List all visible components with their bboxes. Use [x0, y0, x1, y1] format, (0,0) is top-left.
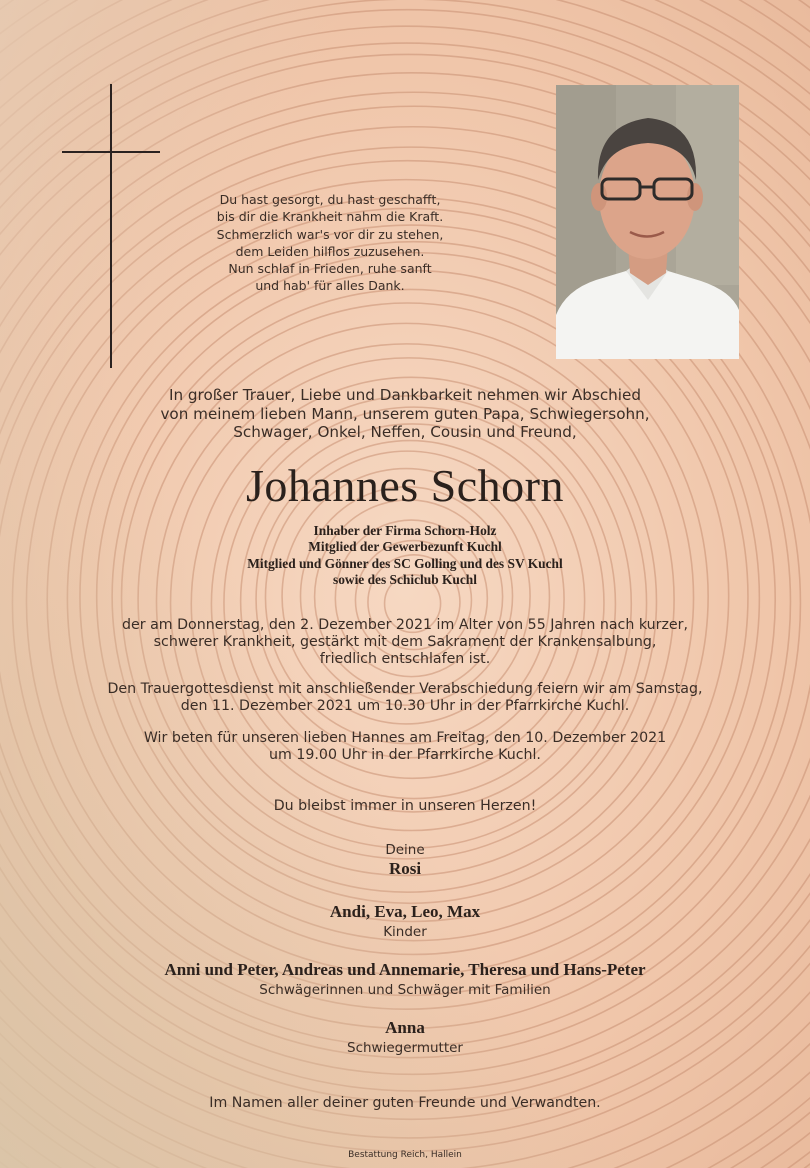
role-line: Mitglied der Gewerbezunft Kuchl — [308, 539, 502, 555]
funeral-service-paragraph — [0, 681, 810, 715]
paragraph-line: der am Donnerstag, den 2. Dezember 2021 im Alter von 55 Jahren nach kurzer, — [122, 617, 688, 633]
poem — [190, 191, 470, 295]
portrait-photo — [556, 85, 739, 359]
memorial-sentence: Du bleibst immer in unseren Herzen! — [273, 798, 537, 814]
paragraph-line: schwerer Krankheit, gestärkt mit dem Sakrament der Krankensalbung, — [153, 634, 657, 650]
intro-line: In großer Trauer, Liebe und Dankbarkeit nehmen wir Abschied — [168, 386, 641, 404]
closing-line: Im Namen aller deiner guten Freunde und Verwandten. — [209, 1095, 601, 1111]
deine-label: Deine — [385, 842, 425, 858]
poem-line: bis dir die Krankheit nahm die Kraft. — [216, 209, 444, 225]
paragraph-line: friedlich entschlafen ist. — [319, 651, 491, 667]
intro-line: von meinem lieben Mann, unserem guten Papa, Schwiegersohn, — [160, 404, 650, 423]
deceased-name: Johannes Schorn — [246, 460, 564, 511]
wife-name: Rosi — [388, 859, 422, 878]
roles — [0, 523, 810, 588]
mother-in-law-label: Schwiegermutter — [347, 1040, 463, 1056]
paragraph-line: um 19.00 Uhr in der Pfarrkirche Kuchl. — [269, 747, 541, 763]
poem-line: dem Leiden hilflos zuzusehen. — [235, 243, 425, 259]
poem-line: Du hast gesorgt, du hast geschafft, — [219, 192, 441, 207]
intro-line: Schwager, Onkel, Neffen, Cousin und Freund, — [233, 423, 577, 441]
children-names: Andi, Eva, Leo, Max — [329, 902, 481, 921]
funeral-home-footer: Bestattung Reich, Hallein — [348, 1150, 462, 1160]
cross-icon — [110, 84, 112, 368]
intro-text — [0, 386, 810, 442]
death-notice-paragraph — [0, 617, 810, 668]
paragraph-line: den 11. Dezember 2021 um 10.30 Uhr in der Pfarrkirche Kuchl. — [180, 698, 630, 714]
inlaws-names: Anni und Peter, Andreas und Annemarie, Theresa und Hans-Peter — [164, 960, 646, 979]
poem-line: Nun schlaf in Frieden, ruhe sanft — [228, 261, 432, 277]
paragraph-line: Wir beten für unseren lieben Hannes am Freitag, den 10. Dezember 2021 — [143, 730, 667, 746]
role-line: Mitglied und Gönner des SC Golling und des SV Kuchl — [247, 555, 563, 571]
role-line: sowie des Schiclub Kuchl — [333, 571, 477, 587]
children-label: Kinder — [383, 924, 427, 940]
poem-line: Schmerzlich war's vor dir zu stehen, — [216, 226, 444, 242]
mother-in-law-name: Anna — [385, 1018, 425, 1037]
prayer-paragraph — [0, 730, 810, 764]
role-line: Inhaber der Firma Schorn-Holz — [313, 523, 497, 538]
cross-icon-bar — [62, 151, 160, 153]
paragraph-line: Den Trauergottesdienst mit anschließender Verabschiedung feiern wir am Samstag, — [107, 681, 703, 697]
inlaws-label: Schwägerinnen und Schwäger mit Familien — [259, 982, 551, 998]
poem-line: und hab' für alles Dank. — [255, 278, 405, 294]
